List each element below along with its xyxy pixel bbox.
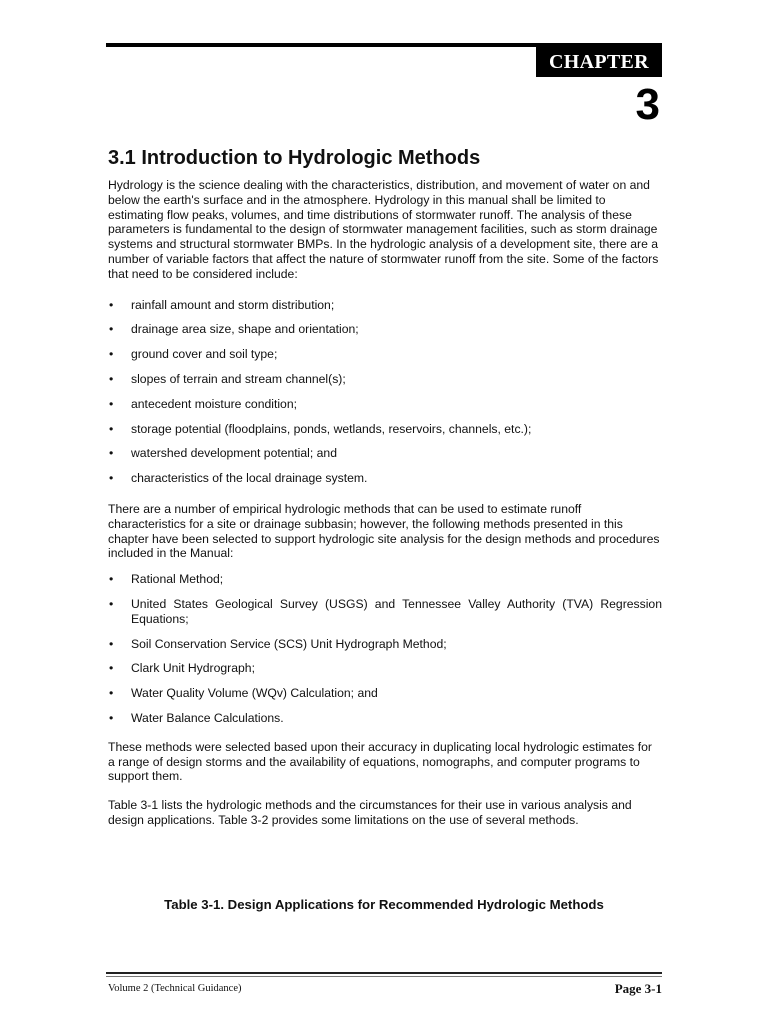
list-item: • drainage area size, shape and orientation; <box>108 322 662 337</box>
tables-paragraph: Table 3-1 lists the hydrologic methods and the circumstances for their use in various analysis and design applications. Table 3-2 provides some limitations on the use of several methods. <box>108 798 632 827</box>
list-item: • antecedent moisture condition; <box>108 397 662 412</box>
chapter-number: 3 <box>635 80 660 129</box>
methods-intro-paragraph: There are a number of empirical hydrologic methods that can be used to estimate runoff characteristics for a site or drainage subbasin; however, the following methods presented in this chapter have been selected to support hydrologic site analysis for the design methods and procedures included in the Manual: <box>108 501 660 561</box>
chapter-label: CHAPTER <box>536 47 662 77</box>
footer-volume: Volume 2 (Technical Guidance) <box>108 983 242 994</box>
table-caption: Table 3-1. Design Applications for Recommended Hydrologic Methods <box>164 897 604 912</box>
list-item: • storage potential (floodplains, ponds, wetlands, reservoirs, channels, etc.); <box>108 422 662 437</box>
list-item: • Water Quality Volume (WQv) Calculation; and <box>108 686 662 701</box>
intro-paragraph: Hydrology is the science dealing with the characteristics, distribution, and movement of water on and below the earth's surface and in the atmosphere. Hydrology in this manual shall be limited to estimating flow peaks, volumes, and time distributions of stormwater runoff. The analysis of these parameters is fundamental to the design of stormwater management facilities, such as storm drainage systems and structural stormwater BMPs. In the hydrologic analysis of a development site, there are a number of variable factors that affect the nature of stormwater runoff from the site. Some of the factors that need to be considered include: <box>108 178 659 281</box>
list-item: • United States Geological Survey (USGS) and Tennessee Valley Authority (TVA) Regression Equations; <box>108 597 662 627</box>
footer-rule-thin <box>106 976 662 977</box>
section-heading: 3.1 Introduction to Hydrologic Methods <box>108 147 481 169</box>
selection-paragraph: These methods were selected based upon their accuracy in duplicating local hydrologic estimates for a range of design storms and the availability of equations, nomographs, and computer programs to support them. <box>108 739 652 784</box>
page-number: Page 3-1 <box>614 981 662 996</box>
methods-list <box>108 572 662 726</box>
list-item: • rainfall amount and storm distribution; <box>108 298 662 313</box>
list-item: • Soil Conservation Service (SCS) Unit Hydrograph Method; <box>108 637 662 652</box>
document-body <box>108 178 662 828</box>
list-item: • slopes of terrain and stream channel(s); <box>108 372 662 387</box>
list-item: • characteristics of the local drainage system. <box>108 471 662 486</box>
list-item: • Rational Method; <box>108 572 662 587</box>
list-item: • Water Balance Calculations. <box>108 711 662 726</box>
list-item: • ground cover and soil type; <box>108 347 662 362</box>
footer-rule <box>106 972 662 974</box>
factors-list <box>108 298 662 486</box>
list-item: • Clark Unit Hydrograph; <box>108 661 662 676</box>
list-item: • watershed development potential; and <box>108 446 662 461</box>
